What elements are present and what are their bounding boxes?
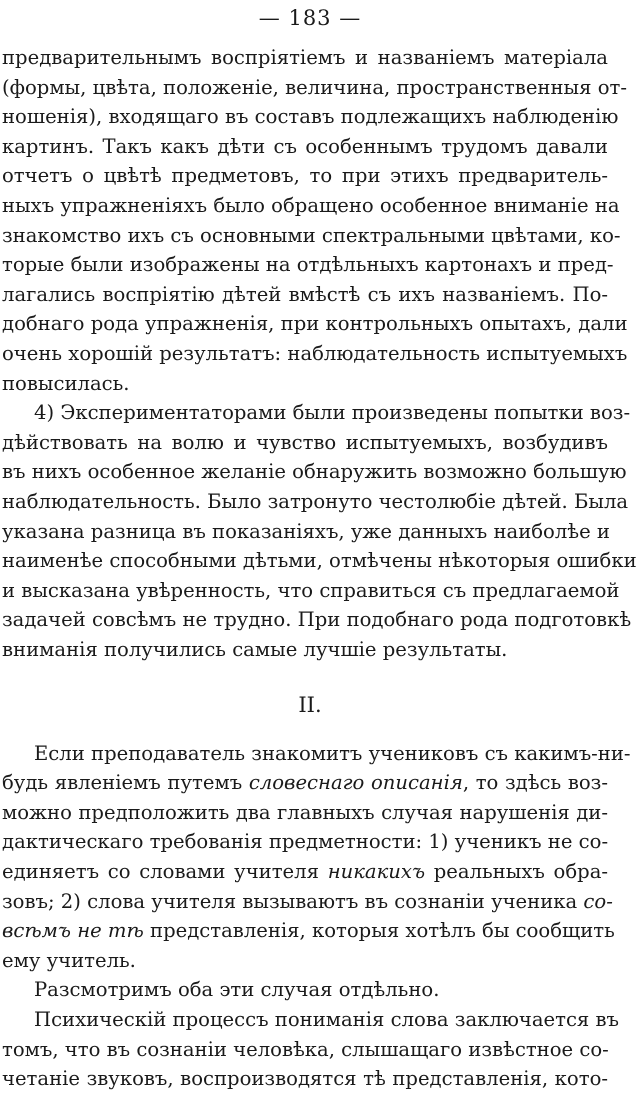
text-line: знакомство ихъ съ основными спектральными цвѣтами, ко- bbox=[2, 223, 621, 247]
text-span: представленія, которыя хотѣлъ бы сообщить bbox=[143, 919, 615, 943]
section-heading: II. bbox=[298, 692, 322, 717]
text-span: будь явленіемъ путемъ bbox=[2, 771, 249, 795]
text-line: ему учитель. bbox=[2, 948, 136, 972]
text-line: предварительнымъ воспріятіемъ и названіемъ матеріала bbox=[2, 46, 608, 69]
text-line bbox=[2, 858, 608, 886]
text-span: единяетъ со словами учителя bbox=[2, 860, 328, 883]
text-line: отчетъ о цвѣтѣ предметовъ, то при этихъ предваритель- bbox=[2, 164, 608, 188]
text-line: Психическій процессъ пониманія слова заключается въ bbox=[34, 1008, 620, 1031]
text-line: томъ, что въ сознаніи человѣка, слышащаго извѣстное со- bbox=[2, 1037, 609, 1061]
text-line: 4) Экспериментаторами были произведены попытки воз- bbox=[34, 401, 631, 425]
text-line: четаніе звуковъ, воспроизводятся тѣ представленія, кото- bbox=[2, 1067, 608, 1091]
text-line: въ нихъ особенное желаніе обнаружить возможно большую bbox=[2, 460, 627, 484]
text-line: наблюдательность. Было затронуто честолюбіе дѣтей. Была bbox=[2, 490, 629, 513]
text-line: лагались воспріятію дѣтей вмѣстѣ съ ихъ названіемъ. По- bbox=[2, 282, 608, 306]
text-line bbox=[2, 888, 613, 916]
emphasis-text: словеснаго описанія bbox=[248, 771, 463, 795]
text-line: дѣйствовать на волю и чувство испытуемыхъ, возбудивъ bbox=[2, 430, 608, 454]
text-line: очень хорошій результатъ: наблюдательность испытуемыхъ bbox=[2, 342, 628, 365]
text-line: торые были изображены на отдѣльныхъ картонахъ и пред- bbox=[2, 253, 614, 277]
text-line: и высказана увѣренность, что справиться съ предлагаемой bbox=[2, 578, 620, 602]
text-line: повысилась. bbox=[2, 371, 130, 395]
text-line: указана разница въ показаніяхъ, уже данныхъ наиболѣе и bbox=[2, 519, 610, 543]
text-line: (формы, цвѣта, положеніе, величина, пространственныя от- bbox=[2, 75, 627, 99]
text-line: вниманія получились самые лучшіе результаты. bbox=[2, 638, 508, 661]
text-line: добнаго рода упражненія, при контрольныхъ опытахъ, дали bbox=[2, 312, 628, 336]
text-line: задачей совсѣмъ не трудно. При подобнаго рода подготовкѣ bbox=[2, 608, 632, 632]
text-line: можно предположить два главныхъ случая нарушенія ди- bbox=[2, 800, 608, 824]
text-line: Если преподаватель знакомитъ учениковъ съ какимъ-ни- bbox=[34, 741, 631, 765]
text-line: дактическаго требованія предметности: 1) ученикъ не со- bbox=[2, 830, 609, 854]
text-span: реальныхъ обра- bbox=[425, 860, 608, 883]
emphasis-text: всѣмъ не тѣ bbox=[2, 919, 144, 943]
text-line bbox=[2, 769, 608, 797]
text-line: картинъ. Такъ какъ дѣти съ особеннымъ трудомъ давали bbox=[2, 134, 608, 158]
text-span: зовъ; 2) слова учителя вызываютъ въ сознаніи ученика bbox=[2, 889, 584, 913]
text-line: ныхъ упражненіяхъ было обращено особенное вниманіе на bbox=[2, 194, 620, 217]
emphasis-text: со- bbox=[583, 889, 613, 913]
emphasis-text: никакихъ bbox=[327, 860, 426, 883]
text-line: Разсмотримъ оба эти случая отдѣльно. bbox=[34, 978, 440, 1002]
text-line: ношенія), входящаго въ составъ подлежащихъ наблюденію bbox=[2, 105, 619, 129]
text-span: , то здѣсь воз- bbox=[462, 771, 608, 795]
page-number: — 183 — bbox=[258, 6, 362, 30]
text-line: наименѣе способными дѣтьми, отмѣчены нѣкоторыя ошибки bbox=[2, 549, 637, 573]
text-line bbox=[2, 917, 615, 945]
